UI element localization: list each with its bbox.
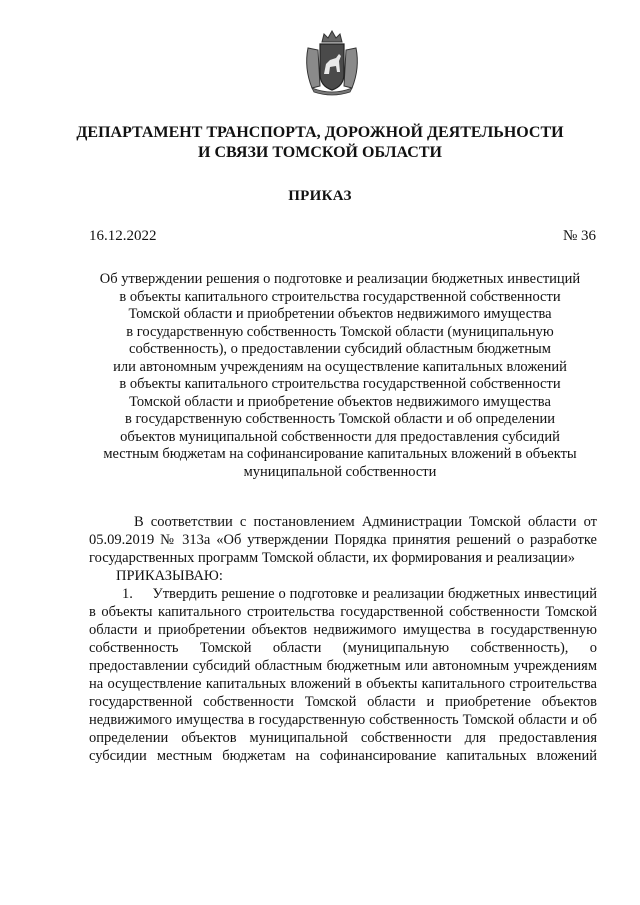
order-word: ПРИКАЗЫВАЮ:	[116, 568, 223, 584]
subject-line: в государственную собственность Томской области (муниципальную	[126, 323, 554, 340]
document-subject	[80, 271, 600, 481]
subject-line: в объекты капитального строительства государственной собственности	[119, 376, 561, 392]
order-item-1: 1. Утвердить решение о подготовке и реализации бюджетных инвестиций в объекты капитального строительства государственной собственности Томской области и приобретении объектов недвижимого имущества в государственную собственность Томской области (муниципальную собственность), о предоставлении субсидий областным бюджетным или автономным учреждениям на осуществление капитальных вложений в объекты капитального строительства государственной собственности Томской области и приобретение объектов недвижимого имущества в государственную собственность Томской области и об определении объектов муниципальной собственности для предоставления субсидии местным бюджетам на софинансирование капитальных вложений	[89, 586, 601, 764]
document-body	[89, 513, 601, 765]
subject-line: собственность), о предоставлении субсидий областным бюджетным	[129, 341, 551, 357]
organization-title	[50, 123, 590, 163]
subject-line: местным бюджетам на софинансирование капитальных вложений в объекты	[103, 446, 577, 462]
subject-line: в государственную собственность Томской области и об определении	[125, 411, 555, 427]
subject-line: Томской области и приобретение объектов недвижимого имущества	[129, 393, 551, 410]
subject-line: объектов муниципальной собственности для предоставления субсидий	[120, 428, 560, 445]
subject-line: муниципальной собственности	[243, 463, 437, 480]
organization-title-line: ДЕПАРТАМЕНТ ТРАНСПОРТА, ДОРОЖНОЙ ДЕЯТЕЛЬНОСТИ	[76, 124, 564, 141]
organization-title-line: И СВЯЗИ ТОМСКОЙ ОБЛАСТИ	[198, 144, 442, 161]
document-number: № 36	[562, 228, 596, 244]
document-date: 16.12.2022	[89, 228, 157, 244]
subject-line: в объекты капитального строительства государственной собственности	[119, 288, 561, 305]
preamble-paragraph: В соответствии с постановлением Администрации Томской области от 05.09.2019 № 313а «Об утверждении Порядка принятия решений о разработке государственных программ Томской области, их формирования и реализации»	[89, 514, 597, 566]
subject-line: Томской области и приобретении объектов недвижимого имущества	[128, 306, 552, 322]
document-type: ПРИКАЗ	[288, 188, 352, 204]
coat-of-arms-icon	[302, 28, 362, 96]
subject-line: или автономным учреждениям на осуществление капитальных вложений	[113, 358, 567, 375]
subject-line: Об утверждении решения о подготовке и реализации бюджетных инвестиций	[99, 271, 581, 287]
